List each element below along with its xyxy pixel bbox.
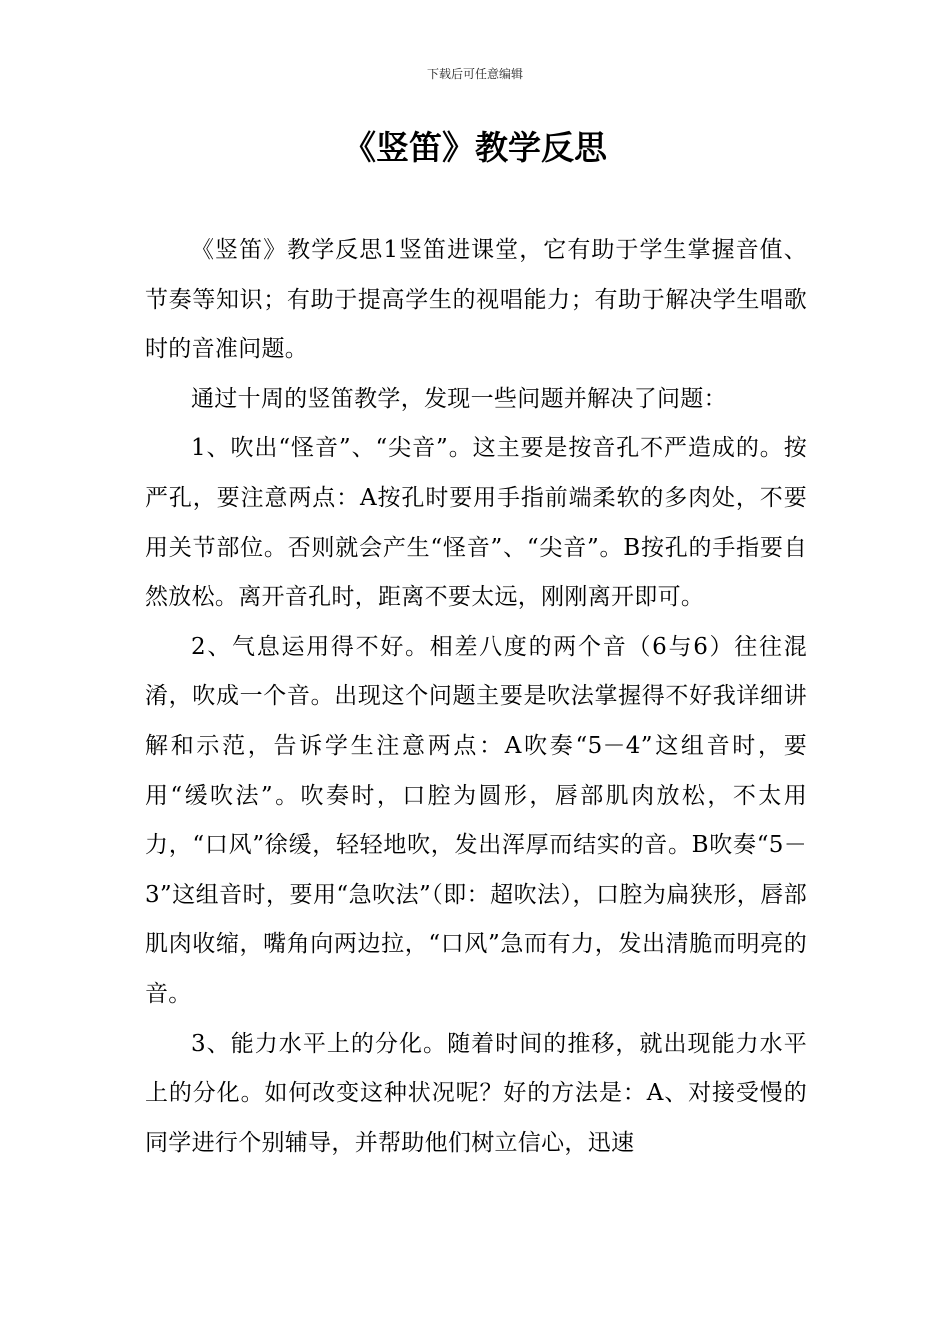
document-title: 《竖笛》教学反思 bbox=[343, 128, 607, 167]
paragraph-summary: 通过十周的竖笛教学，发现一些问题并解决了问题： bbox=[191, 385, 727, 412]
document-body bbox=[145, 226, 807, 1168]
header-note: 下载后可任意编辑 bbox=[426, 67, 523, 81]
paragraph-problem-2: 2、气息运用得不好。相差八度的两个音（6与6）往往混淆，吹成一个音。出现这个问题主要是吹法掌握得不好我详细讲解和示范，告诉学生注意两点：A吹奏“5－4”这组音时，要用“缓吹法”。吹奏时，口腔为圆形，唇部肌肉放松，不太用力，“口风”徐缓，轻轻地吹，发出浑厚而结实的音。B吹奏“5－3”这组音时，要用“急吹法”（即：超吹法），口腔为扁狭形，唇部肌肉收缩，嘴角向两边拉，“口风”急而有力，发出清脆而明亮的音。 bbox=[145, 633, 807, 1007]
paragraph-problem-3: 3、能力水平上的分化。随着时间的推移，就出现能力水平上的分化。如何改变这种状况呢？好的方法是：A、对接受慢的同学进行个别辅导，并帮助他们树立信心，迅速 bbox=[145, 1030, 807, 1156]
paragraph-intro: 《竖笛》教学反思1竖笛进课堂，它有助于学生掌握音值、节奏等知识；有助于提高学生的视唱能力；有助于解决学生唱歌时的音准问题。 bbox=[145, 237, 807, 363]
paragraph-problem-1: 1、吹出“怪音”、“尖音”。这主要是按音孔不严造成的。按严孔，要注意两点：A按孔时要用手指前端柔软的多肉处，不要用关节部位。否则就会产生“怪音”、“尖音”。B按孔的手指要自然放松。离开音孔时，距离不要太远，刚刚离开即可。 bbox=[145, 435, 807, 611]
